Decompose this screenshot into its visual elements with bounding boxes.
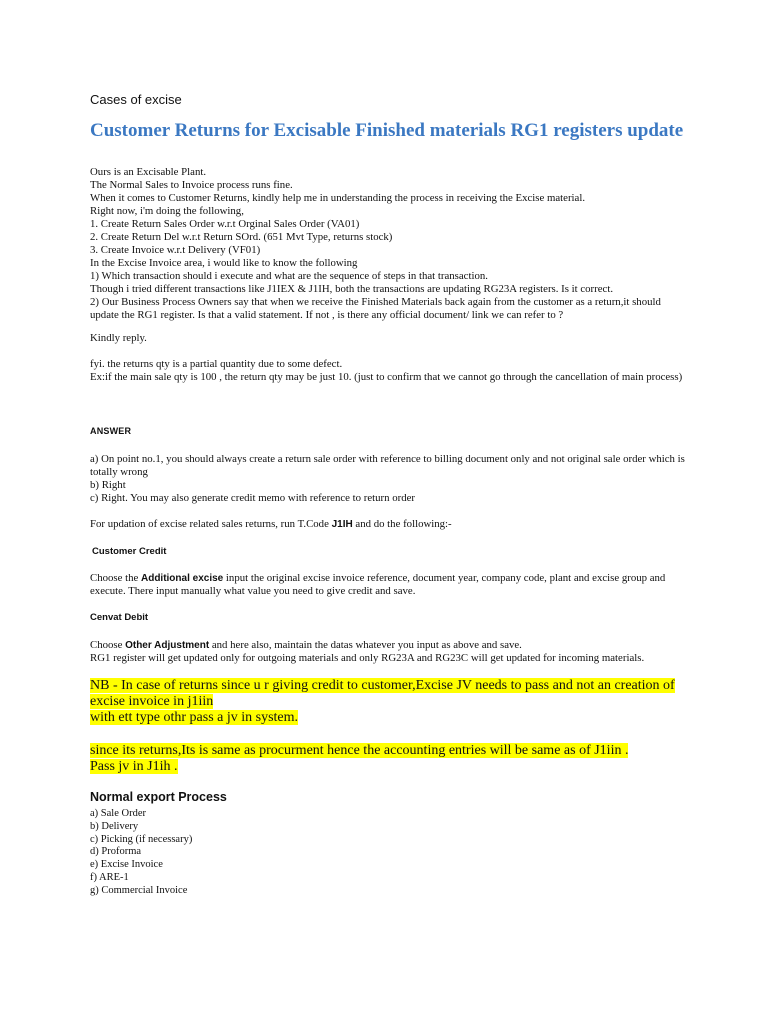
since-text: since its returns,Its is same as procurment hence the accounting entries will be same as of J1iin . xyxy=(90,743,629,758)
updation-suffix: and do the following:- xyxy=(352,518,452,530)
list-item: b) Delivery xyxy=(90,820,139,832)
nb-line xyxy=(90,710,690,726)
nb-text: NB - In case of returns since u r giving credit to customer,Excise JV needs to pass and not an creation of excise invoice in j1iin xyxy=(90,678,675,709)
since-line xyxy=(90,743,690,759)
question-line: 2. Create Return Del w.r.t Return SOrd. (651 Mvt Type, returns stock) xyxy=(90,231,393,243)
answers-block xyxy=(90,453,690,505)
export-heading: Normal export Process xyxy=(90,790,227,804)
nb-text: with ett type othr pass a jv in system. xyxy=(90,710,299,725)
list-item: d) Proforma xyxy=(90,846,142,858)
question-line: 3. Create Invoice w.r.t Delivery (VF01) xyxy=(90,244,261,256)
question-line: When it comes to Customer Returns, kindly help me in understanding the process in receiving the Excise material. xyxy=(90,192,586,204)
answer-heading: ANSWER xyxy=(90,426,132,436)
fyi-block xyxy=(90,358,690,384)
cd-prefix: Choose xyxy=(90,639,126,651)
cd-bold: Other Adjustment xyxy=(125,640,210,651)
since-line xyxy=(90,759,690,775)
page-title: Customer Returns for Excisable Finished materials RG1 registers update xyxy=(90,120,684,141)
nb-block xyxy=(90,678,690,726)
question-line: Ours is an Excisable Plant. xyxy=(90,166,207,178)
answer-line: a) On point no.1, you should always create a return sale order with reference to billing document only and not original sale order which is totally wrong xyxy=(90,453,685,478)
list-item: c) Picking (if necessary) xyxy=(90,833,193,845)
question-block xyxy=(90,166,690,322)
question-line: 1. Create Return Sales Order w.r.t Orginal Sales Order (VA01) xyxy=(90,218,360,230)
customer-credit-heading: Customer Credit xyxy=(92,546,167,557)
fyi-line: Ex:if the main sale qty is 100 , the return qty may be just 10. (just to confirm that we cannot go through the cancellation of main process) xyxy=(90,371,683,383)
cd-line xyxy=(90,639,690,652)
export-list xyxy=(90,808,192,898)
updation-line xyxy=(90,518,690,531)
cc-prefix: Choose the xyxy=(90,572,141,584)
customer-credit-text xyxy=(90,572,690,598)
answer-line: b) Right xyxy=(90,479,126,491)
list-item: e) Excise Invoice xyxy=(90,859,163,871)
question-line: Though i tried different transactions like J1IEX & J1IH, both the transactions are updating RG23A registers. Is it correct. xyxy=(90,283,614,295)
question-line: The Normal Sales to Invoice process runs fine. xyxy=(90,179,293,191)
doc-label: Cases of excise xyxy=(90,92,182,107)
answer-line: c) Right. You may also generate credit memo with reference to return order xyxy=(90,492,415,504)
list-item: g) Commercial Invoice xyxy=(90,884,188,896)
cd-line-2: RG1 register will get updated only for outgoing materials and only RG23A and RG23C will get updated for incoming materials. xyxy=(90,652,645,664)
cc-bold: Additional excise xyxy=(140,573,224,584)
fyi-line: fyi. the returns qty is a partial quantity due to some defect. xyxy=(90,358,343,370)
cd-suffix: and here also, maintain the datas whatever you input as above and save. xyxy=(209,639,522,651)
nb-line xyxy=(90,678,690,710)
since-block xyxy=(90,743,690,775)
since-text: Pass jv in J1ih . xyxy=(90,759,178,774)
updation-prefix: For updation of excise related sales returns, run T.Code xyxy=(90,518,332,530)
question-line: 2) Our Business Process Owners say that when we receive the Finished Materials back again from the customer as a return,it should update the RG1 register. Is that a valid statement. If not , is there any official document/ link we can refer to ? xyxy=(90,296,661,321)
cenvat-debit-text xyxy=(90,639,690,665)
list-item: a) Sale Order xyxy=(90,808,146,819)
kindly-reply: Kindly reply. xyxy=(90,332,147,344)
tcode: J1IH xyxy=(331,519,353,530)
question-line: 1) Which transaction should i execute and what are the sequence of steps in that transaction. xyxy=(90,270,488,282)
question-line: In the Excise Invoice area, i would like to know the following xyxy=(90,257,358,269)
cc-suffix: input the original excise invoice reference, document year, company code, plant and excise group and execute. There input manually what value you need to give credit and save. xyxy=(90,572,666,597)
question-line: Right now, i'm doing the following, xyxy=(90,205,244,217)
list-item: f) ARE-1 xyxy=(90,871,129,883)
cenvat-debit-heading: Cenvat Debit xyxy=(90,612,149,623)
